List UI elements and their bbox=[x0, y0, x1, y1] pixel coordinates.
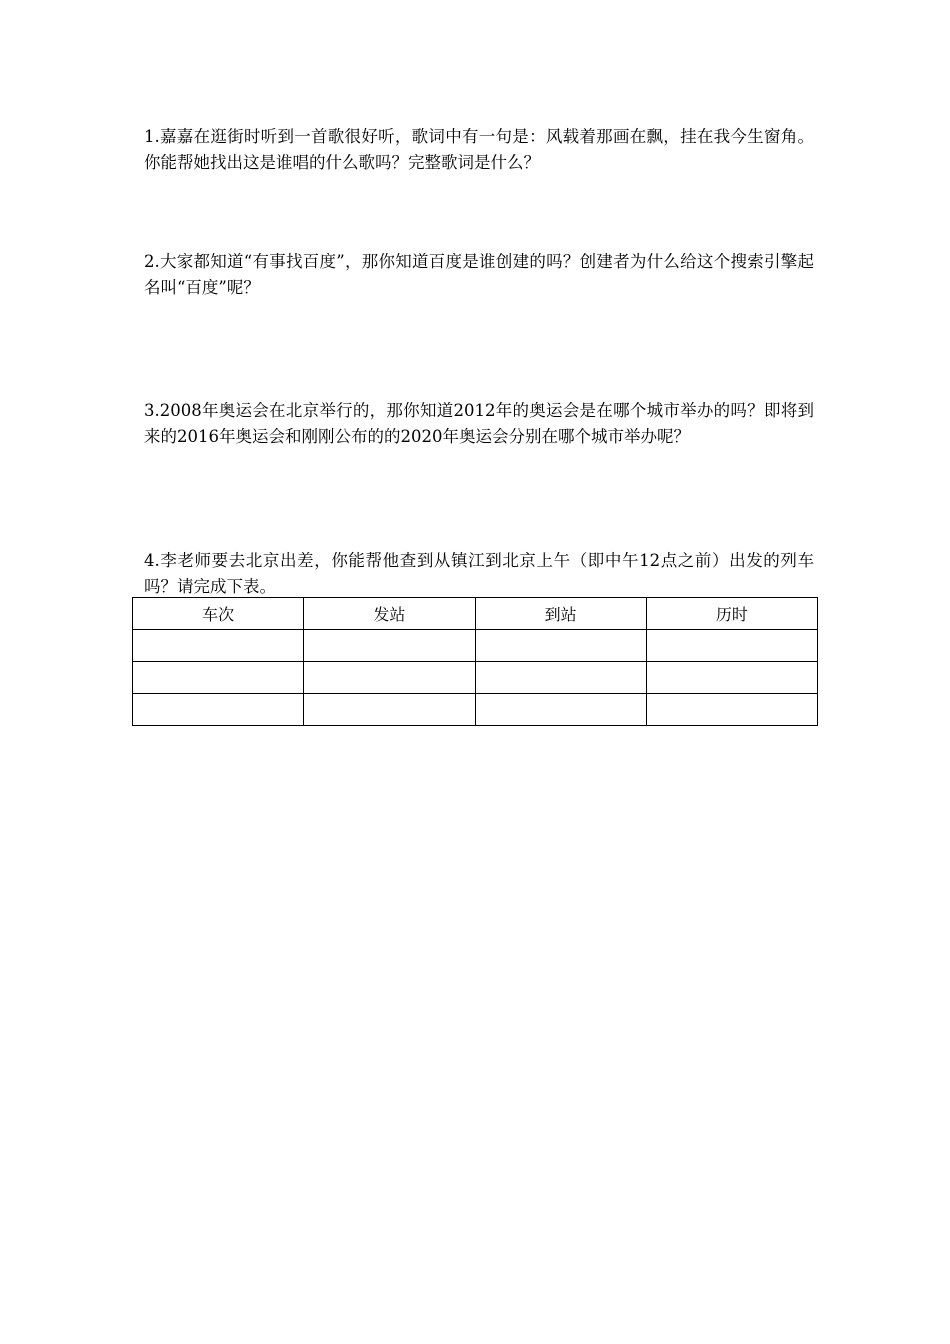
header-arrival-station: 到站 bbox=[475, 598, 646, 630]
table-cell[interactable] bbox=[133, 694, 304, 726]
train-schedule-table bbox=[132, 597, 818, 726]
table-cell[interactable] bbox=[304, 662, 475, 694]
table-cell[interactable] bbox=[133, 662, 304, 694]
header-departure-station: 发站 bbox=[304, 598, 475, 630]
table-cell[interactable] bbox=[304, 694, 475, 726]
table-cell[interactable] bbox=[304, 630, 475, 662]
table-cell[interactable] bbox=[133, 630, 304, 662]
table-row bbox=[133, 630, 818, 662]
table-cell[interactable] bbox=[646, 662, 817, 694]
header-duration: 历时 bbox=[646, 598, 817, 630]
table-cell[interactable] bbox=[475, 630, 646, 662]
table-cell[interactable] bbox=[475, 662, 646, 694]
table-row bbox=[133, 694, 818, 726]
table-cell[interactable] bbox=[475, 694, 646, 726]
question-1: 1.嘉嘉在逛街时听到一首歌很好听，歌词中有一句是：风载着那画在飘，挂在我今生窗角。你能帮她找出这是谁唱的什么歌吗？完整歌词是什么？ bbox=[144, 127, 814, 172]
table-cell[interactable] bbox=[646, 694, 817, 726]
header-train-number: 车次 bbox=[133, 598, 304, 630]
question-4: 4.李老师要去北京出差，你能帮他查到从镇江到北京上午（即中午12点之前）出发的列车吗？请完成下表。 bbox=[144, 551, 814, 596]
question-3: 3.2008年奥运会在北京举行的，那你知道2012年的奥运会是在哪个城市举办的吗？即将到来的2016年奥运会和刚刚公布的的2020年奥运会分别在哪个城市举办呢？ bbox=[144, 401, 814, 446]
table-header-row bbox=[133, 598, 818, 630]
table-cell[interactable] bbox=[646, 630, 817, 662]
table-row bbox=[133, 662, 818, 694]
question-2: 2.大家都知道“有事找百度”，那你知道百度是谁创建的吗？创建者为什么给这个搜索引擎起名叫“百度”呢？ bbox=[144, 252, 814, 297]
